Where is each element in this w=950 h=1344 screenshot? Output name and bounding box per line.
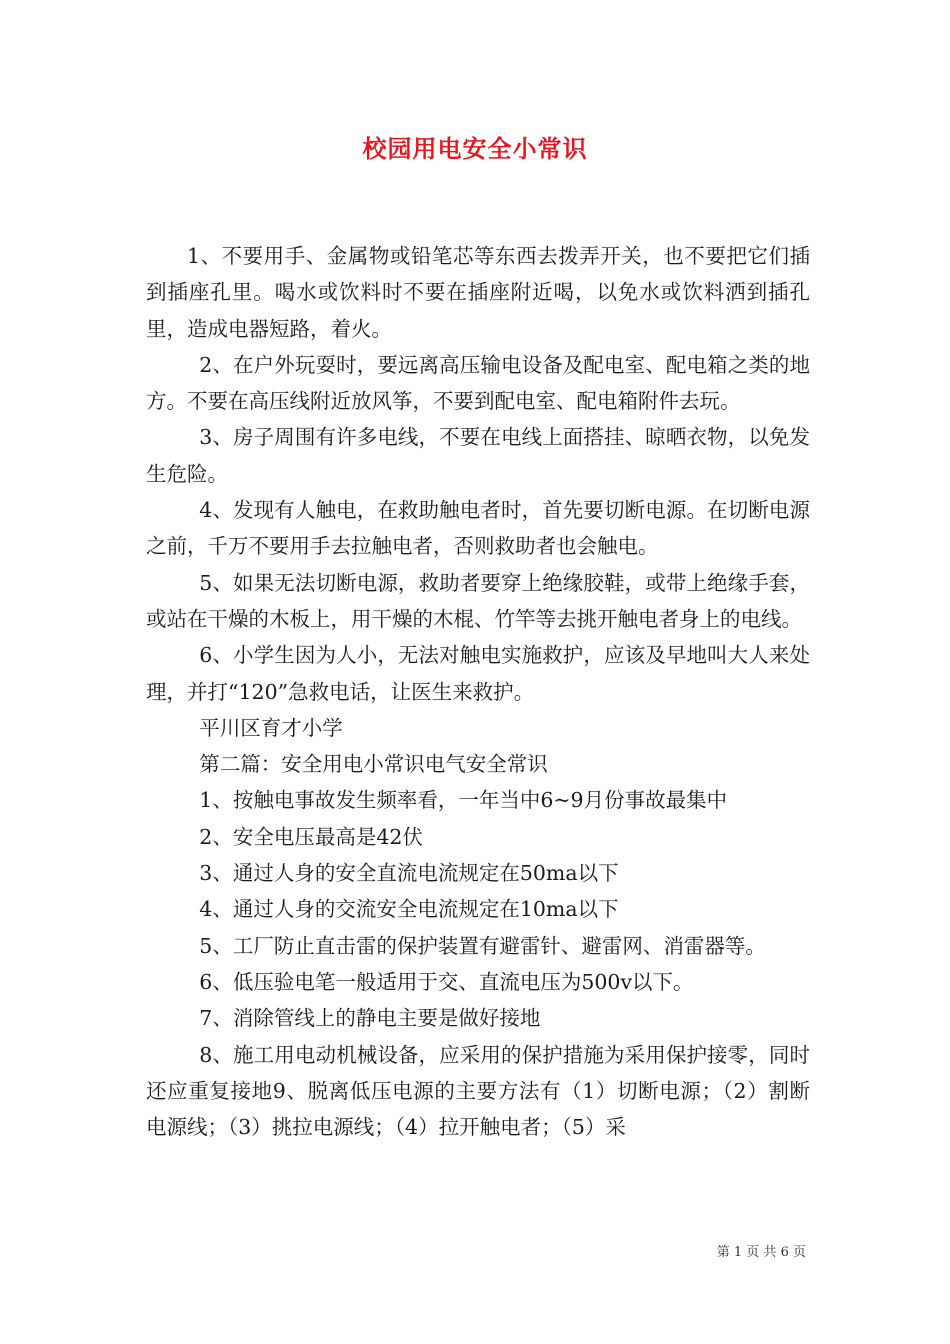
section-heading: 第二篇：安全用电小常识电气安全常识 (199, 752, 548, 777)
footer-prefix: 第 (716, 1245, 730, 1260)
list-item-5: 5、工厂防止直击雷的保护装置有避雷针、避雷网、消雷器等。 (199, 933, 766, 958)
paragraph-5: 5、如果无法切断电源，救助者要穿上绝缘胶鞋，或带上绝缘手套，或站在干燥的木板上，用干燥的木棍、竹竿等去挑开触电者身上的电线。 (146, 570, 810, 631)
footer-middle: 页 共 (746, 1245, 777, 1260)
document-body (146, 238, 810, 1145)
paragraph-1: 1、不要用手、金属物或铅笔芯等东西去拨弄开关，也不要把它们插到插座孔里。喝水或饮料时不要在插座附近喝，以免水或饮料洒到插孔里，造成电器短路，着火。 (146, 244, 810, 341)
paragraph-3: 3、房子周围有许多电线，不要在电线上面搭挂、晾晒衣物，以免发生危险。 (146, 425, 810, 486)
paragraph-2: 2、在户外玩耍时，要远离高压输电设备及配电室、配电箱之类的地方。不要在高压线附近放风筝，不要到配电室、配电箱附件去玩。 (146, 352, 810, 414)
list-item-1: 1、按触电事故发生频率看，一年当中6~9月份事故最集中 (199, 788, 728, 813)
footer-suffix: 页 (792, 1245, 806, 1260)
list-item-2: 2、安全电压最高是42伏 (199, 824, 423, 849)
list-item-3: 3、通过人身的安全直流电流规定在50ma以下 (199, 861, 619, 886)
footer-current-page: 1 (733, 1245, 743, 1260)
footer-total-pages: 6 (780, 1245, 789, 1260)
list-item-4: 4、通过人身的交流安全电流规定在10ma以下 (199, 897, 619, 922)
document-title: 校园用电安全小常识 (362, 134, 588, 163)
paragraph-4: 4、发现有人触电，在救助触电者时，首先要切断电源。在切断电源之前，千万不要用手去拉触电者，否则救助者也会触电。 (146, 498, 810, 559)
list-item-8: 8、施工用电动机械设备，应采用的保护措施为采用保护接零，同时还应重复接地9、脱离低压电源的主要方法有（1）切断电源；（2）割断电源线；（3）挑拉电源线；（4）拉开触电者；（5）采 (146, 1042, 810, 1140)
paragraph-6: 6、小学生因为人小，无法对触电实施救护，应该及早地叫大人来处理，并打“120”急救电话，让医生来救护。 (146, 643, 810, 704)
page-footer (717, 1244, 806, 1262)
school-name: 平川区育才小学 (199, 715, 343, 740)
list-item-6: 6、低压验电笔一般适用于交、直流电压为500v以下。 (199, 969, 694, 994)
list-item-7: 7、消除管线上的静电主要是做好接地 (199, 1006, 541, 1031)
